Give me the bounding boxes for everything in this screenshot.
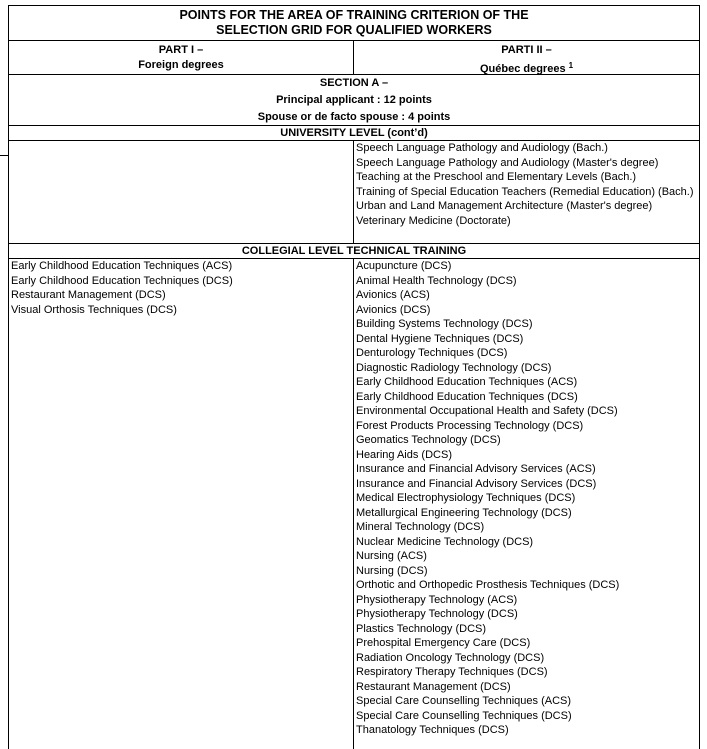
list-item: Prehospital Emergency Care (DCS) [356, 637, 531, 649]
list-item: Early Childhood Education Techniques (DCS) [356, 390, 578, 403]
title-line-2: SELECTION GRID FOR QUALIFIED WORKERS [216, 23, 492, 37]
list-item: Avionics (ACS) [356, 289, 430, 301]
list-item: Hearing Aids (DCS) [356, 448, 452, 461]
list-item: Teaching at the Preschool and Elementary Levels (Bach.) [356, 171, 637, 183]
list-item: Training of Special Education Teachers (Remedial Education) (Bach.) [356, 185, 694, 198]
list-item: Physiotherapy Technology (DCS) [356, 608, 518, 620]
list-item: Denturology Techniques (DCS) [356, 347, 508, 359]
part-2-subtitle-wrap [354, 58, 699, 77]
parts-header [9, 41, 699, 75]
list-item: Early Childhood Education Techniques (ACS) [11, 260, 233, 272]
list-item: Mineral Technology (DCS) [356, 521, 485, 533]
collegial-quebec-list [354, 259, 699, 749]
list-item: Geomatics Technology (DCS) [356, 434, 501, 446]
section-a [9, 75, 699, 126]
list-item: Urban and Land Management Architecture (Master's degree) [356, 200, 653, 212]
university-quebec-list [354, 141, 699, 243]
section-a-label: SECTION A – [319, 77, 389, 89]
list-item: Nursing (ACS) [356, 550, 427, 562]
list-item: Insurance and Financial Advisory Services (ACS) [356, 463, 596, 475]
list-item: Restaurant Management (DCS) [11, 289, 166, 301]
university-foreign-list [9, 141, 354, 243]
university-level-heading: UNIVERSITY LEVEL (cont’d) [9, 126, 699, 141]
list-item: Special Care Counselling Techniques (DCS) [356, 709, 572, 722]
list-item: Orthotic and Orthopedic Prosthesis Techniques (DCS) [356, 579, 620, 591]
list-item: Building Systems Technology (DCS) [356, 318, 533, 330]
list-item: Animal Health Technology (DCS) [356, 274, 517, 287]
list-item: Metallurgical Engineering Technology (DCS) [356, 506, 572, 519]
list-item: Physiotherapy Technology (ACS) [356, 593, 518, 606]
part-2-label: PARTI II – [501, 44, 552, 56]
table-title [9, 6, 699, 41]
list-item: Insurance and Financial Advisory Services (DCS) [356, 477, 597, 490]
collegial-level-rows [9, 259, 699, 749]
list-item: Dental Hygiene Techniques (DCS) [356, 332, 524, 345]
list-item: Speech Language Pathology and Audiology (Bach.) [356, 142, 608, 154]
principal-applicant-points: Principal applicant : 12 points [276, 94, 432, 106]
list-item: Respiratory Therapy Techniques (DCS) [356, 666, 548, 678]
list-item: Avionics (DCS) [356, 303, 431, 316]
university-level-rows [9, 141, 699, 244]
footnote-marker: 1 [568, 61, 574, 70]
list-item: Medical Electrophysiology Techniques (DCS) [356, 492, 576, 504]
part-2-header [354, 41, 699, 74]
list-item: Acupuncture (DCS) [356, 260, 452, 272]
part-1-subtitle: Foreign degrees [138, 59, 224, 71]
training-criterion-table [8, 5, 700, 749]
list-item: Nuclear Medicine Technology (DCS) [356, 535, 534, 548]
title-line-1: POINTS FOR THE AREA OF TRAINING CRITERION OF THE [179, 8, 529, 22]
list-item: Radiation Oncology Technology (DCS) [356, 651, 545, 664]
part-1-header [9, 41, 354, 74]
collegial-foreign-list [9, 259, 354, 749]
list-item: Visual Orthosis Techniques (DCS) [11, 303, 177, 316]
list-item: Environmental Occupational Health and Safety (DCS) [356, 405, 618, 417]
list-item: Special Care Counselling Techniques (ACS) [356, 695, 572, 707]
list-item: Diagnostic Radiology Technology (DCS) [356, 361, 552, 374]
list-item: Speech Language Pathology and Audiology (Master's degree) [356, 156, 659, 169]
list-item: Veterinary Medicine (Doctorate) [356, 214, 511, 227]
list-item: Nursing (DCS) [356, 564, 428, 577]
list-item: Restaurant Management (DCS) [356, 680, 511, 693]
list-item: Early Childhood Education Techniques (ACS) [356, 376, 578, 388]
list-item: Thanatology Techniques (DCS) [356, 724, 509, 736]
collegial-level-heading: COLLEGIAL LEVEL TECHNICAL TRAINING [9, 244, 699, 259]
part-1-label: PART I – [158, 44, 204, 56]
list-item: Forest Products Processing Technology (DCS) [356, 419, 584, 432]
spouse-points: Spouse or de facto spouse : 4 points [257, 111, 451, 123]
list-item: Plastics Technology (DCS) [356, 622, 487, 635]
part-2-subtitle: Québec degrees [479, 63, 566, 75]
left-margin-stub [0, 141, 8, 156]
list-item: Early Childhood Education Techniques (DCS) [11, 274, 233, 287]
